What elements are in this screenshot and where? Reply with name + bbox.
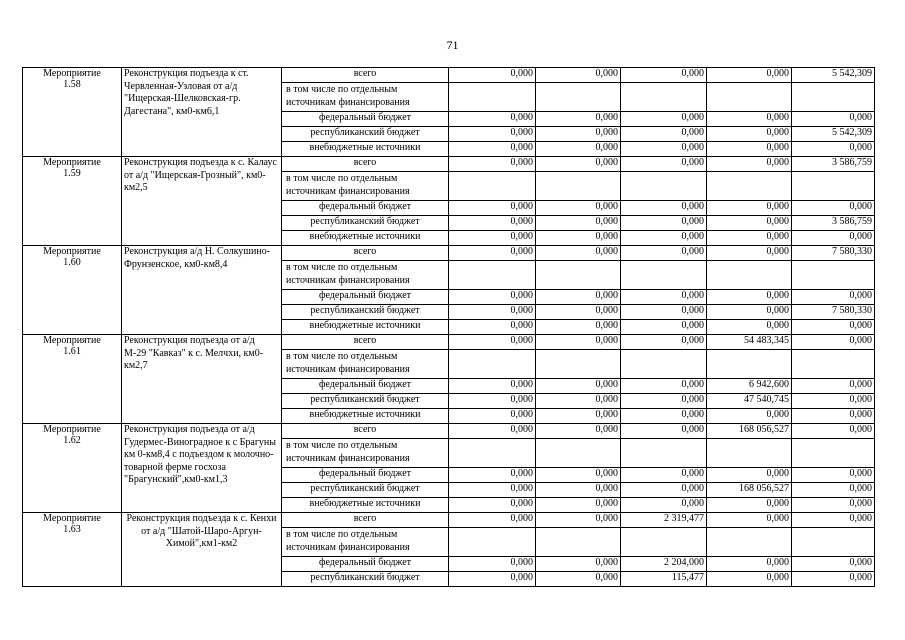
amount-cell: 0,000: [792, 320, 875, 335]
amount-cell: 0,000: [621, 498, 707, 513]
amount-cell: 0,000: [621, 112, 707, 127]
amount-cell: 0,000: [792, 483, 875, 498]
amount-cell: 0,000: [707, 216, 792, 231]
amount-cell: [707, 172, 792, 201]
source-federal: федеральный бюджет: [282, 557, 449, 572]
page-number: 71: [446, 38, 459, 52]
amount-cell: 3 586,759: [792, 157, 875, 172]
source-including: в том числе по отдельным источникам финансирования: [282, 439, 449, 468]
source-nonbudget: внебюджетные источники: [282, 409, 449, 424]
source-nonbudget: внебюджетные источники: [282, 142, 449, 157]
amount-cell: 0,000: [536, 112, 621, 127]
amount-cell: 0,000: [621, 335, 707, 350]
amount-cell: 0,000: [449, 513, 536, 528]
table-row: [23, 246, 875, 261]
amount-cell: [707, 528, 792, 557]
amount-cell: 7 580,330: [792, 305, 875, 320]
amount-cell: 0,000: [621, 320, 707, 335]
amount-cell: 0,000: [449, 157, 536, 172]
amount-cell: 0,000: [449, 394, 536, 409]
amount-cell: [449, 172, 536, 201]
amount-cell: 0,000: [792, 424, 875, 439]
amount-cell: [449, 261, 536, 290]
amount-cell: 5 542,309: [792, 68, 875, 83]
amount-cell: 0,000: [536, 142, 621, 157]
source-republic: республиканский бюджет: [282, 394, 449, 409]
amount-cell: 0,000: [707, 320, 792, 335]
amount-cell: 0,000: [536, 127, 621, 142]
amount-cell: [536, 439, 621, 468]
amount-cell: 0,000: [707, 127, 792, 142]
source-republic: республиканский бюджет: [282, 572, 449, 587]
amount-cell: 0,000: [449, 68, 536, 83]
source-including: в том числе по отдельным источникам финансирования: [282, 528, 449, 557]
financing-table: [22, 67, 875, 587]
amount-cell: 0,000: [707, 68, 792, 83]
source-total: всего: [282, 246, 449, 261]
amount-cell: 0,000: [449, 127, 536, 142]
amount-cell: 0,000: [449, 468, 536, 483]
amount-cell: 0,000: [449, 305, 536, 320]
event-name: Реконструкция подъезда к ст. Червленная-Узловая от а/д "Ищерская-Шелковская-гр. Дагестана", км0-км6,1: [122, 68, 282, 157]
amount-cell: 0,000: [707, 557, 792, 572]
amount-cell: 0,000: [536, 216, 621, 231]
amount-cell: 0,000: [449, 424, 536, 439]
amount-cell: 0,000: [792, 468, 875, 483]
amount-cell: 0,000: [707, 201, 792, 216]
source-nonbudget: внебюджетные источники: [282, 320, 449, 335]
amount-cell: [621, 261, 707, 290]
amount-cell: [621, 528, 707, 557]
event-label: Мероприятие 1.61: [23, 335, 122, 424]
amount-cell: 7 580,330: [792, 246, 875, 261]
amount-cell: 0,000: [449, 201, 536, 216]
amount-cell: 0,000: [621, 424, 707, 439]
amount-cell: 0,000: [621, 290, 707, 305]
amount-cell: 0,000: [536, 201, 621, 216]
amount-cell: 0,000: [449, 231, 536, 246]
amount-cell: [449, 528, 536, 557]
amount-cell: 0,000: [621, 409, 707, 424]
amount-cell: 0,000: [707, 246, 792, 261]
source-federal: федеральный бюджет: [282, 201, 449, 216]
source-total: всего: [282, 157, 449, 172]
amount-cell: [536, 83, 621, 112]
amount-cell: [621, 172, 707, 201]
source-total: всего: [282, 424, 449, 439]
amount-cell: 0,000: [792, 201, 875, 216]
amount-cell: [621, 350, 707, 379]
amount-cell: 0,000: [536, 290, 621, 305]
amount-cell: 0,000: [792, 290, 875, 305]
amount-cell: 0,000: [621, 68, 707, 83]
amount-cell: 0,000: [792, 513, 875, 528]
amount-cell: [792, 350, 875, 379]
amount-cell: 0,000: [449, 498, 536, 513]
amount-cell: 2 204,000: [621, 557, 707, 572]
amount-cell: 0,000: [707, 112, 792, 127]
amount-cell: 0,000: [449, 112, 536, 127]
amount-cell: 0,000: [449, 142, 536, 157]
event-name: Реконструкция подъезда к с. Калаус от а/д "Ищерская-Грозный", км0-км2,5: [122, 157, 282, 246]
source-republic: республиканский бюджет: [282, 127, 449, 142]
amount-cell: 0,000: [449, 216, 536, 231]
amount-cell: [707, 439, 792, 468]
source-including: в том числе по отдельным источникам финансирования: [282, 83, 449, 112]
amount-cell: 0,000: [536, 498, 621, 513]
table-row: [23, 68, 875, 83]
amount-cell: [536, 528, 621, 557]
amount-cell: 0,000: [449, 290, 536, 305]
amount-cell: 0,000: [707, 572, 792, 587]
amount-cell: 0,000: [621, 216, 707, 231]
event-name: Реконструкция подъезда к с. Кенхи от а/д "Шатой-Шаро-Аргун-Химой",км1-км2: [122, 513, 282, 587]
source-nonbudget: внебюджетные источники: [282, 231, 449, 246]
amount-cell: 0,000: [536, 409, 621, 424]
amount-cell: 0,000: [792, 231, 875, 246]
amount-cell: [536, 350, 621, 379]
amount-cell: 0,000: [536, 468, 621, 483]
amount-cell: 115,477: [621, 572, 707, 587]
source-total: всего: [282, 513, 449, 528]
amount-cell: [449, 350, 536, 379]
amount-cell: [449, 439, 536, 468]
event-name: Реконструкция подъезда от а/д М-29 "Кавказ" к с. Мелчхи, км0-км2,7: [122, 335, 282, 424]
amount-cell: [792, 439, 875, 468]
amount-cell: 0,000: [707, 468, 792, 483]
event-label: Мероприятие 1.58: [23, 68, 122, 157]
amount-cell: 0,000: [536, 68, 621, 83]
amount-cell: 0,000: [536, 157, 621, 172]
amount-cell: 0,000: [621, 157, 707, 172]
amount-cell: 0,000: [536, 320, 621, 335]
amount-cell: 0,000: [536, 231, 621, 246]
amount-cell: 0,000: [707, 305, 792, 320]
amount-cell: 0,000: [621, 127, 707, 142]
amount-cell: [536, 261, 621, 290]
amount-cell: 0,000: [536, 483, 621, 498]
amount-cell: [792, 261, 875, 290]
amount-cell: [707, 261, 792, 290]
amount-cell: 3 586,759: [792, 216, 875, 231]
event-name: Реконструкция а/д Н. Солкушино-Фрунзенское, км0-км8,4: [122, 246, 282, 335]
amount-cell: 0,000: [792, 142, 875, 157]
event-label: Мероприятие 1.59: [23, 157, 122, 246]
amount-cell: 5 542,309: [792, 127, 875, 142]
amount-cell: [621, 439, 707, 468]
amount-cell: [449, 83, 536, 112]
amount-cell: 0,000: [536, 335, 621, 350]
source-including: в том числе по отдельным источникам финансирования: [282, 261, 449, 290]
amount-cell: 0,000: [449, 572, 536, 587]
source-federal: федеральный бюджет: [282, 379, 449, 394]
amount-cell: 0,000: [621, 246, 707, 261]
amount-cell: [536, 172, 621, 201]
amount-cell: 0,000: [536, 572, 621, 587]
amount-cell: 0,000: [536, 557, 621, 572]
amount-cell: [792, 83, 875, 112]
amount-cell: 0,000: [621, 305, 707, 320]
amount-cell: 0,000: [792, 498, 875, 513]
amount-cell: 0,000: [536, 305, 621, 320]
amount-cell: 0,000: [536, 394, 621, 409]
event-label: Мероприятие 1.60: [23, 246, 122, 335]
amount-cell: 0,000: [707, 157, 792, 172]
amount-cell: 0,000: [536, 424, 621, 439]
amount-cell: 168 056,527: [707, 483, 792, 498]
event-label: Мероприятие 1.63: [23, 513, 122, 587]
event-label: Мероприятие 1.62: [23, 424, 122, 513]
amount-cell: 0,000: [536, 513, 621, 528]
source-including: в том числе по отдельным источникам финансирования: [282, 172, 449, 201]
amount-cell: 2 319,477: [621, 513, 707, 528]
amount-cell: 0,000: [792, 572, 875, 587]
amount-cell: 0,000: [707, 290, 792, 305]
amount-cell: [792, 172, 875, 201]
source-republic: республиканский бюджет: [282, 305, 449, 320]
amount-cell: 0,000: [536, 246, 621, 261]
source-federal: федеральный бюджет: [282, 290, 449, 305]
amount-cell: 0,000: [621, 468, 707, 483]
amount-cell: 0,000: [621, 483, 707, 498]
amount-cell: 54 483,345: [707, 335, 792, 350]
source-total: всего: [282, 68, 449, 83]
amount-cell: 0,000: [707, 498, 792, 513]
amount-cell: [621, 83, 707, 112]
amount-cell: 0,000: [792, 335, 875, 350]
amount-cell: [707, 83, 792, 112]
amount-cell: 168 056,527: [707, 424, 792, 439]
table-row: [23, 513, 875, 528]
event-name: Реконструкция подъезда от а/д Гудермес-Виноградное к с Брагуны км 0-км8,4 с подъездом к молочно-товарной ферме госхоза "Брагунский",км0-км1,3: [122, 424, 282, 513]
amount-cell: 0,000: [449, 557, 536, 572]
amount-cell: 0,000: [792, 379, 875, 394]
amount-cell: 0,000: [449, 320, 536, 335]
amount-cell: [707, 350, 792, 379]
amount-cell: 0,000: [707, 231, 792, 246]
amount-cell: 0,000: [449, 379, 536, 394]
amount-cell: 0,000: [707, 409, 792, 424]
source-republic: республиканский бюджет: [282, 483, 449, 498]
amount-cell: 0,000: [449, 483, 536, 498]
amount-cell: 0,000: [792, 409, 875, 424]
amount-cell: [792, 528, 875, 557]
amount-cell: 0,000: [536, 379, 621, 394]
table-row: [23, 335, 875, 350]
source-nonbudget: внебюджетные источники: [282, 498, 449, 513]
amount-cell: 0,000: [707, 513, 792, 528]
amount-cell: 0,000: [792, 394, 875, 409]
amount-cell: 0,000: [707, 142, 792, 157]
amount-cell: 0,000: [449, 335, 536, 350]
amount-cell: 0,000: [621, 379, 707, 394]
amount-cell: 0,000: [621, 231, 707, 246]
source-total: всего: [282, 335, 449, 350]
source-federal: федеральный бюджет: [282, 112, 449, 127]
source-including: в том числе по отдельным источникам финансирования: [282, 350, 449, 379]
amount-cell: 6 942,600: [707, 379, 792, 394]
amount-cell: 0,000: [621, 201, 707, 216]
amount-cell: 0,000: [621, 394, 707, 409]
table-row: [23, 157, 875, 172]
table-row: [23, 424, 875, 439]
amount-cell: 0,000: [792, 112, 875, 127]
amount-cell: 47 540,745: [707, 394, 792, 409]
amount-cell: 0,000: [792, 557, 875, 572]
source-federal: федеральный бюджет: [282, 468, 449, 483]
amount-cell: 0,000: [449, 246, 536, 261]
amount-cell: 0,000: [621, 142, 707, 157]
amount-cell: 0,000: [449, 409, 536, 424]
source-republic: республиканский бюджет: [282, 216, 449, 231]
